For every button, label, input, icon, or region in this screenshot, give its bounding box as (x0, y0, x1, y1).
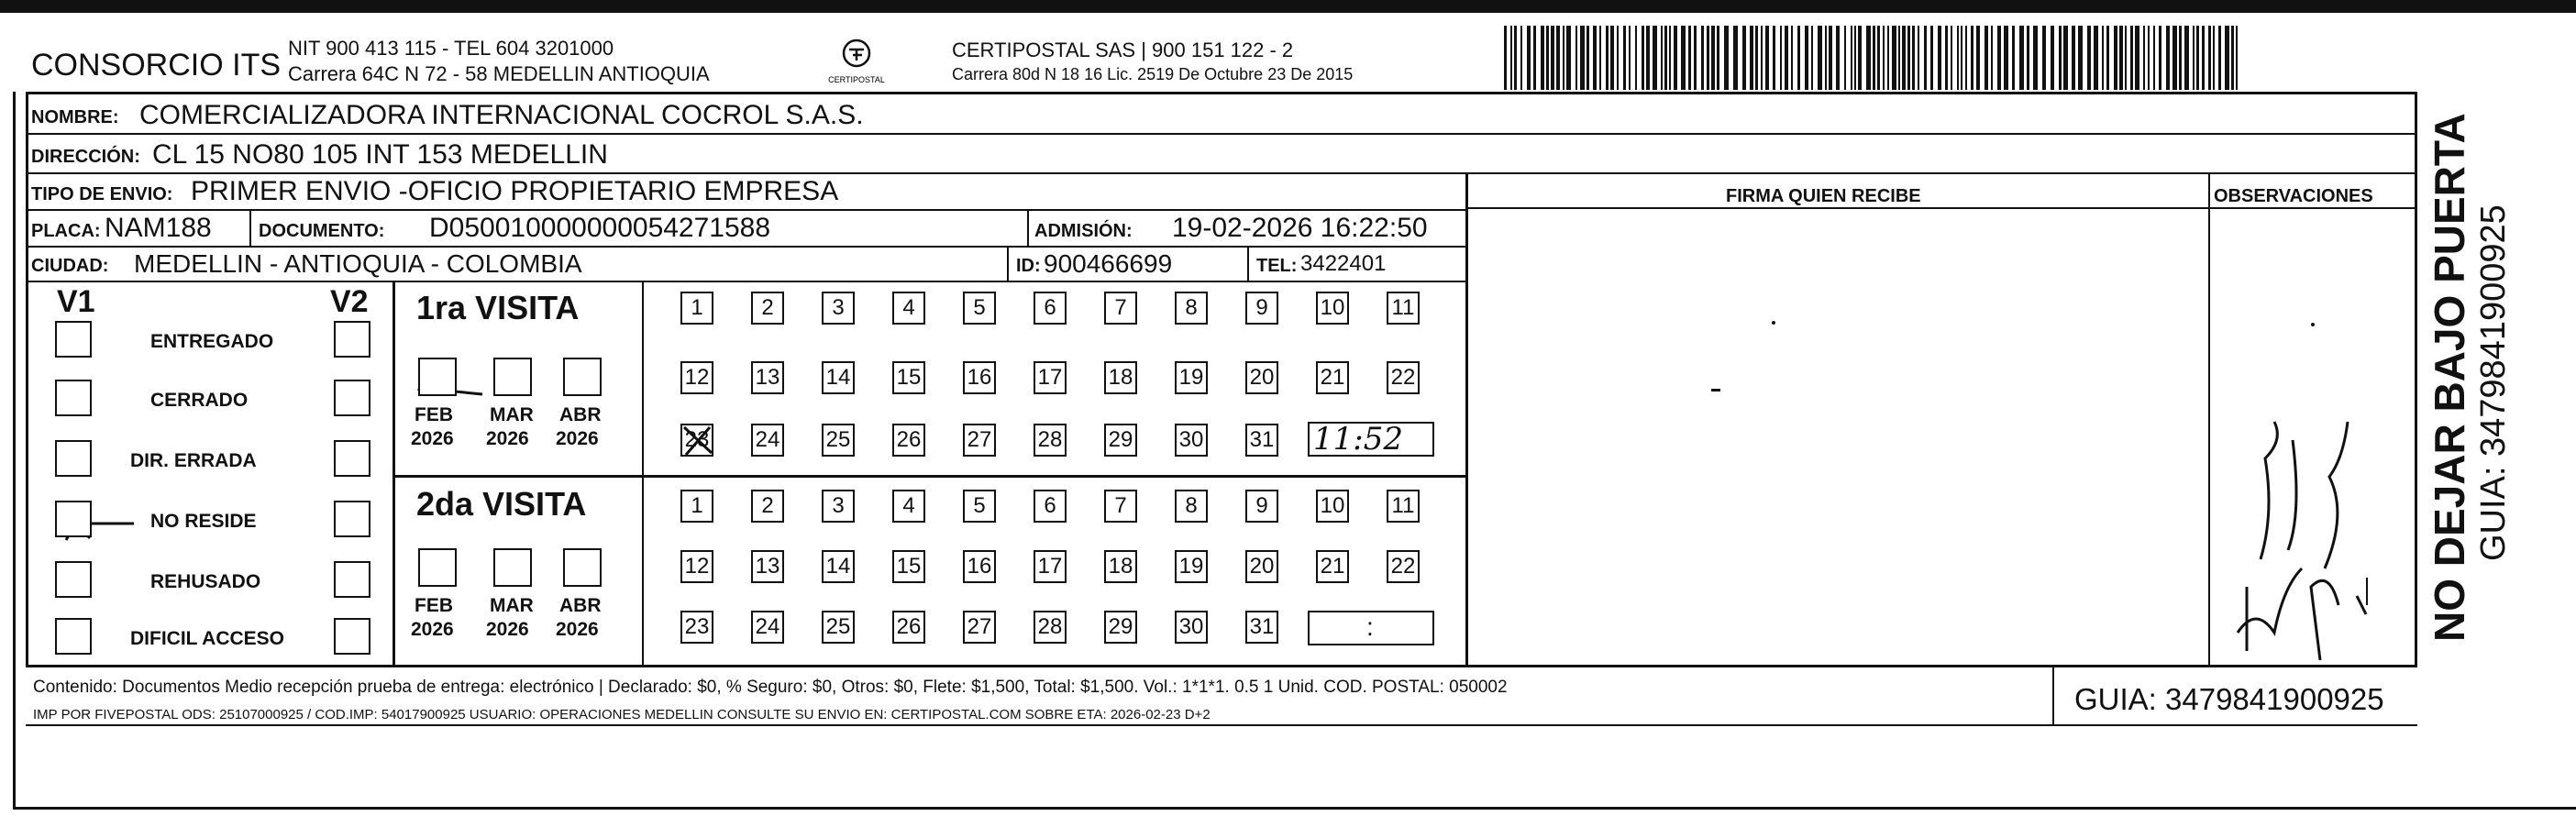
barcode-bar (1533, 26, 1536, 90)
status-label-dificil-acceso: DIFICIL ACCESO (130, 628, 285, 649)
barcode-bar (1510, 26, 1512, 90)
first-day-12: 12 (680, 361, 713, 394)
first-day-6: 6 (1034, 292, 1067, 325)
documento-value: D050010000000054271588 (429, 213, 771, 243)
second-month-box-feb (418, 548, 457, 587)
barcode-bar (2193, 26, 2195, 90)
barcode-bar (1707, 26, 1709, 90)
first-day-21: 21 (1316, 361, 1349, 394)
barcode-bar (2166, 26, 2170, 90)
table-left-line (26, 92, 28, 667)
cell-divider (1247, 246, 1249, 281)
visit-separator (392, 475, 1467, 478)
second-month-box-abr (563, 548, 602, 587)
barcode-bar (2213, 26, 2215, 90)
barcode-bar (1750, 26, 1753, 90)
barcode-bar (1580, 26, 1585, 90)
barcode-bar (2172, 26, 2177, 90)
second-day-25: 25 (822, 611, 855, 644)
v1-checkbox-dir-errada (55, 440, 92, 477)
second-month-box-mar (493, 548, 532, 587)
tipo-envio-value: PRIMER ENVIO -OFICIO PROPIETARIO EMPRESA (191, 176, 839, 206)
barcode-bar (1617, 26, 1619, 90)
barcode-bar (1527, 26, 1531, 90)
row-line (26, 724, 2417, 726)
id-label: ID: (1016, 256, 1041, 276)
ciudad-value: MEDELLIN - ANTIOQUIA - COLOMBIA (134, 249, 582, 278)
barcode-bar (1681, 26, 1686, 90)
company-nit: NIT 900 413 115 - TEL 604 3201000 (288, 37, 614, 60)
barcode-bar (1829, 26, 1832, 90)
second-day-22: 22 (1387, 550, 1420, 583)
barcode-bar (1701, 26, 1704, 90)
barcode-bar (1694, 26, 1697, 90)
day-23-cross-mark (680, 424, 717, 460)
footer-content: Contenido: Documentos Medio recepción prueba de entrega: electrónico | Declarado: $0, % Seguro: $0, Otros: $0, Flete: $1,500, Total: $1,500. Vol.: 1*1*1. 0.5 1 Unid. COD. POSTAL: 050002 (33, 678, 1508, 697)
v2-checkbox-rehusado (334, 561, 370, 598)
svg-text:CERTIPOSTAL: CERTIPOSTAL (828, 75, 885, 84)
second-month-year: 2026 (556, 619, 599, 640)
second-day-6: 6 (1034, 490, 1067, 523)
barcode-bar (2072, 26, 2075, 90)
observaciones-header: OBSERVACIONES (2214, 186, 2373, 206)
barcode-bar (2179, 26, 2182, 90)
barcode-bar (1610, 26, 1614, 90)
status-label-rehusado: REHUSADO (150, 571, 261, 592)
status-label-entregado: ENTREGADO (150, 331, 274, 352)
barcode-bar (2143, 26, 2145, 90)
barcode-bar (1674, 26, 1677, 90)
barcode-bar (1755, 26, 1758, 90)
first-day-16: 16 (963, 361, 996, 394)
first-day-10: 10 (1316, 292, 1349, 325)
barcode-bar (1711, 26, 1715, 90)
second-month-label: FEB (415, 595, 453, 616)
barcode-bar (1587, 26, 1589, 90)
barcode-bar (2063, 26, 2068, 90)
cell-divider (1027, 209, 1029, 246)
first-month-label: FEB (415, 404, 453, 425)
second-month-label: MAR (490, 595, 534, 616)
company-address: Carrera 64C N 72 - 58 MEDELLIN ANTIOQUIA (288, 62, 710, 85)
first-day-18: 18 (1104, 361, 1137, 394)
barcode-bar (1606, 26, 1609, 90)
first-day-31: 31 (1245, 424, 1278, 457)
barcode-bar (1797, 26, 1800, 90)
barcode-bar (1907, 26, 1910, 90)
barcode-bar (1551, 26, 1554, 90)
status-label-dir-errada: DIR. ERRADA (130, 450, 257, 471)
barcode-bar (1717, 26, 1719, 90)
second-day-7: 7 (1104, 490, 1137, 523)
second-month-year: 2026 (486, 619, 529, 640)
first-day-24: 24 (751, 424, 784, 457)
second-day-29: 29 (1104, 611, 1137, 644)
barcode-bar (2125, 26, 2127, 90)
status-label-cerrado: CERRADO (150, 390, 249, 411)
row-line (1467, 207, 2417, 209)
barcode-bar (2130, 26, 2133, 90)
v1-checkbox-rehusado (55, 561, 92, 598)
second-day-3: 3 (822, 490, 855, 523)
second-day-18: 18 (1104, 550, 1137, 583)
observaciones-stroke (2366, 578, 2368, 605)
barcode-bar (1688, 26, 1691, 90)
barcode-bar (1773, 26, 1775, 90)
v1-checkbox-entregado (55, 321, 92, 358)
second-day-28: 28 (1034, 611, 1067, 644)
placa-label: PLACA: (31, 221, 101, 241)
barcode-bar (2184, 26, 2189, 90)
first-day-22: 22 (1387, 361, 1420, 394)
barcode-bar (1629, 26, 1631, 90)
signature-mark (1772, 321, 1775, 325)
barcode-bar (1883, 26, 1885, 90)
barcode-bar (1733, 26, 1738, 90)
second-day-2: 2 (751, 490, 784, 523)
barcode-bar (2202, 26, 2205, 90)
barcode-bar (1765, 26, 1769, 90)
second-day-23: 23 (680, 611, 713, 644)
barcode-bar (1991, 26, 1993, 90)
provider-name: CERTIPOSTAL SAS | 900 151 122 - 2 (952, 39, 1294, 61)
barcode-bar (1669, 26, 1671, 90)
row-line (26, 281, 1467, 282)
barcode-bar (2051, 26, 2054, 90)
v2-checkbox-no-reside (334, 501, 370, 537)
col-line (1465, 172, 1468, 667)
barcode-bar (1791, 26, 1793, 90)
barcode-bar (2153, 26, 2155, 90)
barcode-bar (2087, 26, 2091, 90)
row-line (26, 246, 1467, 248)
v1-checkbox-dificil-acceso (55, 618, 92, 655)
provider-address: Carrera 80d N 18 16 Lic. 2519 De Octubre 23 De 2015 (952, 65, 1354, 83)
second-day-19: 19 (1175, 550, 1208, 583)
barcode-bar (2059, 26, 2062, 90)
first-day-19: 19 (1175, 361, 1208, 394)
ciudad-label: CIUDAD: (31, 256, 109, 276)
barcode-bar (2042, 26, 2046, 90)
first-day-30: 30 (1175, 424, 1208, 457)
barcode-bar (1902, 26, 1906, 90)
second-day-16: 16 (963, 550, 996, 583)
second-day-17: 17 (1034, 550, 1067, 583)
barcode-bar (1961, 26, 1962, 90)
second-month-label: ABR (559, 595, 602, 616)
observaciones-mark (2311, 323, 2315, 326)
certipostal-logo (828, 35, 885, 86)
barcode-bar (1836, 26, 1840, 90)
documento-label: DOCUMENTO: (259, 221, 385, 241)
barcode-bar (1851, 26, 1852, 90)
row-line (26, 133, 2417, 135)
v2-checkbox-dir-errada (334, 440, 370, 477)
second-visit-time: : (1366, 612, 1374, 641)
barcode-bar (1642, 26, 1644, 90)
second-day-21: 21 (1316, 550, 1349, 583)
barcode-bar (1646, 26, 1650, 90)
barcode-bar (2094, 26, 2098, 90)
barcode-bar (1780, 26, 1782, 90)
barcode-bar (1805, 26, 1808, 90)
barcode-bar (1877, 26, 1880, 90)
second-day-15: 15 (892, 550, 925, 583)
first-visit-time: 11:52 (1313, 421, 1403, 458)
first-day-15: 15 (892, 361, 925, 394)
barcode-bar (1635, 26, 1637, 90)
v2-label: V2 (330, 284, 369, 319)
table-bottom-line (26, 665, 2417, 667)
barcode-bar (1724, 26, 1729, 90)
admision-label: ADMISIÓN: (1034, 221, 1133, 241)
first-day-5: 5 (963, 292, 996, 325)
second-day-13: 13 (751, 550, 784, 583)
barcode-bar (2102, 26, 2104, 90)
barcode-bar (1918, 26, 1919, 90)
second-day-27: 27 (963, 611, 996, 644)
barcode-bar (1556, 26, 1560, 90)
second-visit-title: 2da VISITA (416, 485, 587, 523)
first-day-23: 23 (680, 424, 713, 457)
barcode-bar (1898, 26, 1900, 90)
left-outer-border (13, 92, 16, 809)
second-day-8: 8 (1175, 490, 1208, 523)
nombre-value: COMERCIALIZADORA INTERNACIONAL COCROL S.A.S. (139, 100, 864, 130)
second-day-1: 1 (680, 490, 713, 523)
v2-checkbox-cerrado (334, 380, 370, 416)
barcode-bar (1563, 26, 1564, 90)
barcode-bar (1997, 26, 2001, 90)
barcode-bar (1930, 26, 1933, 90)
barcode-bar (1593, 26, 1597, 90)
firma-header: FIRMA QUIEN RECIBE (1726, 186, 1921, 206)
col-line (2052, 667, 2054, 724)
table-right-line (2415, 92, 2417, 667)
first-month-year: 2026 (556, 428, 599, 449)
tel-value: 3422401 (1300, 251, 1387, 276)
cell-divider (249, 209, 251, 246)
signature-mark (1711, 389, 1720, 391)
first-day-3: 3 (822, 292, 855, 325)
barcode-bar (2135, 26, 2139, 90)
barcode-bar (1924, 26, 1927, 90)
barcode-bar (1976, 26, 1980, 90)
second-day-4: 4 (892, 490, 925, 523)
barcode-bar (1785, 26, 1788, 90)
barcode (1504, 26, 2239, 90)
second-day-30: 30 (1175, 611, 1208, 644)
first-day-29: 29 (1104, 424, 1137, 457)
admision-value: 19-02-2026 16:22:50 (1172, 213, 1428, 243)
cell-divider (1007, 246, 1009, 281)
barcode-bar (1818, 26, 1822, 90)
barcode-bar (2225, 26, 2229, 90)
barcode-bar (1761, 26, 1763, 90)
company-name: CONSORCIO ITS (31, 48, 282, 83)
barcode-bar (1912, 26, 1915, 90)
barcode-bar (1971, 26, 1973, 90)
barcode-bar (2078, 26, 2083, 90)
direccion-value: CL 15 NO80 105 INT 153 MEDELLIN (152, 139, 608, 170)
id-value: 900466699 (1044, 249, 1173, 278)
first-day-26: 26 (892, 424, 925, 457)
barcode-bar (1957, 26, 1959, 90)
barcode-bar (1623, 26, 1626, 90)
barcode-bar (1985, 26, 1988, 90)
barcode-bar (1546, 26, 1549, 90)
barcode-bar (2159, 26, 2161, 90)
tipo-envio-label: TIPO DE ENVIO: (31, 184, 173, 204)
side-guia: GUIA: 3479841900925 (2474, 204, 2513, 561)
barcode-bar (1541, 26, 1544, 90)
barcode-bar (1514, 26, 1517, 90)
second-day-14: 14 (822, 550, 855, 583)
first-day-13: 13 (751, 361, 784, 394)
barcode-bar (1887, 26, 1889, 90)
barcode-bar (2027, 26, 2029, 90)
second-day-9: 9 (1245, 490, 1278, 523)
footer-impression: IMP POR FIVEPOSTAL ODS: 25107000925 / COD.IMP: 54017900925 USUARIO: OPERACIONES MEDELLIN CONSULTE SU ENVIO EN: CERTIPOSTAL.COM SOBRE ETA: 2026-02-23 D+2 (33, 707, 1211, 722)
col-line (642, 281, 644, 665)
first-day-1: 1 (680, 292, 713, 325)
v2-checkbox-dificil-acceso (334, 618, 370, 655)
barcode-bar (1653, 26, 1657, 90)
no-dejar-bajo-puerta: NO DEJAR BAJO PUERTA (2426, 113, 2473, 642)
second-day-20: 20 (1245, 550, 1278, 583)
barcode-bar (1825, 26, 1827, 90)
second-day-24: 24 (751, 611, 784, 644)
barcode-bar (1661, 26, 1663, 90)
direccion-label: DIRECCIÓN: (31, 147, 140, 167)
barcode-bar (2208, 26, 2211, 90)
barcode-bar (1866, 26, 1871, 90)
first-day-2: 2 (751, 292, 784, 325)
col-line (2208, 172, 2210, 667)
second-day-26: 26 (892, 611, 925, 644)
first-visit-title: 1ra VISITA (416, 289, 580, 326)
first-day-7: 7 (1104, 292, 1137, 325)
top-border (0, 0, 2576, 13)
first-day-25: 25 (822, 424, 855, 457)
barcode-bar (2119, 26, 2123, 90)
first-day-27: 27 (963, 424, 996, 457)
first-month-label: ABR (559, 404, 602, 425)
footer-guia: GUIA: 3479841900925 (2074, 682, 2384, 716)
barcode-bar (2033, 26, 2038, 90)
barcode-bar (1858, 26, 1862, 90)
first-day-4: 4 (892, 292, 925, 325)
v2-checkbox-entregado (334, 321, 370, 358)
barcode-bar (2231, 26, 2234, 90)
barcode-bar (2236, 26, 2238, 90)
barcode-bar (2196, 26, 2199, 90)
col-line (392, 281, 395, 665)
first-month-box-mar (493, 358, 532, 396)
second-month-year: 2026 (411, 619, 454, 640)
first-day-9: 9 (1245, 292, 1278, 325)
barcode-bar (1520, 26, 1522, 90)
barcode-bar (2218, 26, 2221, 90)
barcode-bar (1844, 26, 1846, 90)
svg-text:F. Loarillo / No reside: F. Loarillo / No reside (2219, 403, 2228, 404)
barcode-bar (1742, 26, 1746, 90)
v1-checkbox-no-reside (55, 501, 92, 537)
barcode-bar (1854, 26, 1856, 90)
tel-label: TEL: (1256, 256, 1298, 276)
first-month-label: MAR (490, 404, 534, 425)
second-day-31: 31 (1245, 611, 1278, 644)
barcode-bar (2004, 26, 2008, 90)
barcode-bar (1575, 26, 1577, 90)
barcode-bar (1566, 26, 1571, 90)
status-label-no-reside: NO RESIDE (150, 511, 257, 532)
barcode-bar (2106, 26, 2109, 90)
first-day-11: 11 (1387, 292, 1420, 325)
barcode-bar (1811, 26, 1813, 90)
observaciones-handwriting (2219, 403, 2403, 660)
row-line (26, 209, 1467, 211)
v1-label: V1 (57, 284, 95, 319)
second-day-5: 5 (963, 490, 996, 523)
first-day-20: 20 (1245, 361, 1278, 394)
first-day-17: 17 (1034, 361, 1067, 394)
barcode-bar (1504, 26, 1507, 90)
second-day-11: 11 (1387, 490, 1420, 523)
row-line (26, 172, 2417, 174)
barcode-bar (1951, 26, 1952, 90)
placa-value: NAM188 (105, 213, 212, 243)
v1-checkbox-cerrado (55, 380, 92, 416)
barcode-bar (1873, 26, 1875, 90)
first-month-box-feb (418, 358, 457, 396)
second-day-12: 12 (680, 550, 713, 583)
barcode-bar (1945, 26, 1948, 90)
first-month-year: 2026 (486, 428, 529, 449)
first-day-14: 14 (822, 361, 855, 394)
barcode-bar (1965, 26, 1967, 90)
first-day-28: 28 (1034, 424, 1067, 457)
barcode-bar (1599, 26, 1601, 90)
barcode-bar (2019, 26, 2024, 90)
barcode-bar (2012, 26, 2015, 90)
first-month-box-abr (563, 358, 602, 396)
second-day-10: 10 (1316, 490, 1349, 523)
first-month-year: 2026 (411, 428, 454, 449)
barcode-bar (1892, 26, 1896, 90)
bottom-border (13, 807, 2576, 810)
table-top-line (26, 92, 2417, 94)
barcode-bar (1664, 26, 1667, 90)
first-day-8: 8 (1175, 292, 1208, 325)
nombre-label: NOMBRE: (31, 107, 119, 127)
barcode-bar (2148, 26, 2150, 90)
barcode-bar (1938, 26, 1941, 90)
barcode-bar (2114, 26, 2117, 90)
